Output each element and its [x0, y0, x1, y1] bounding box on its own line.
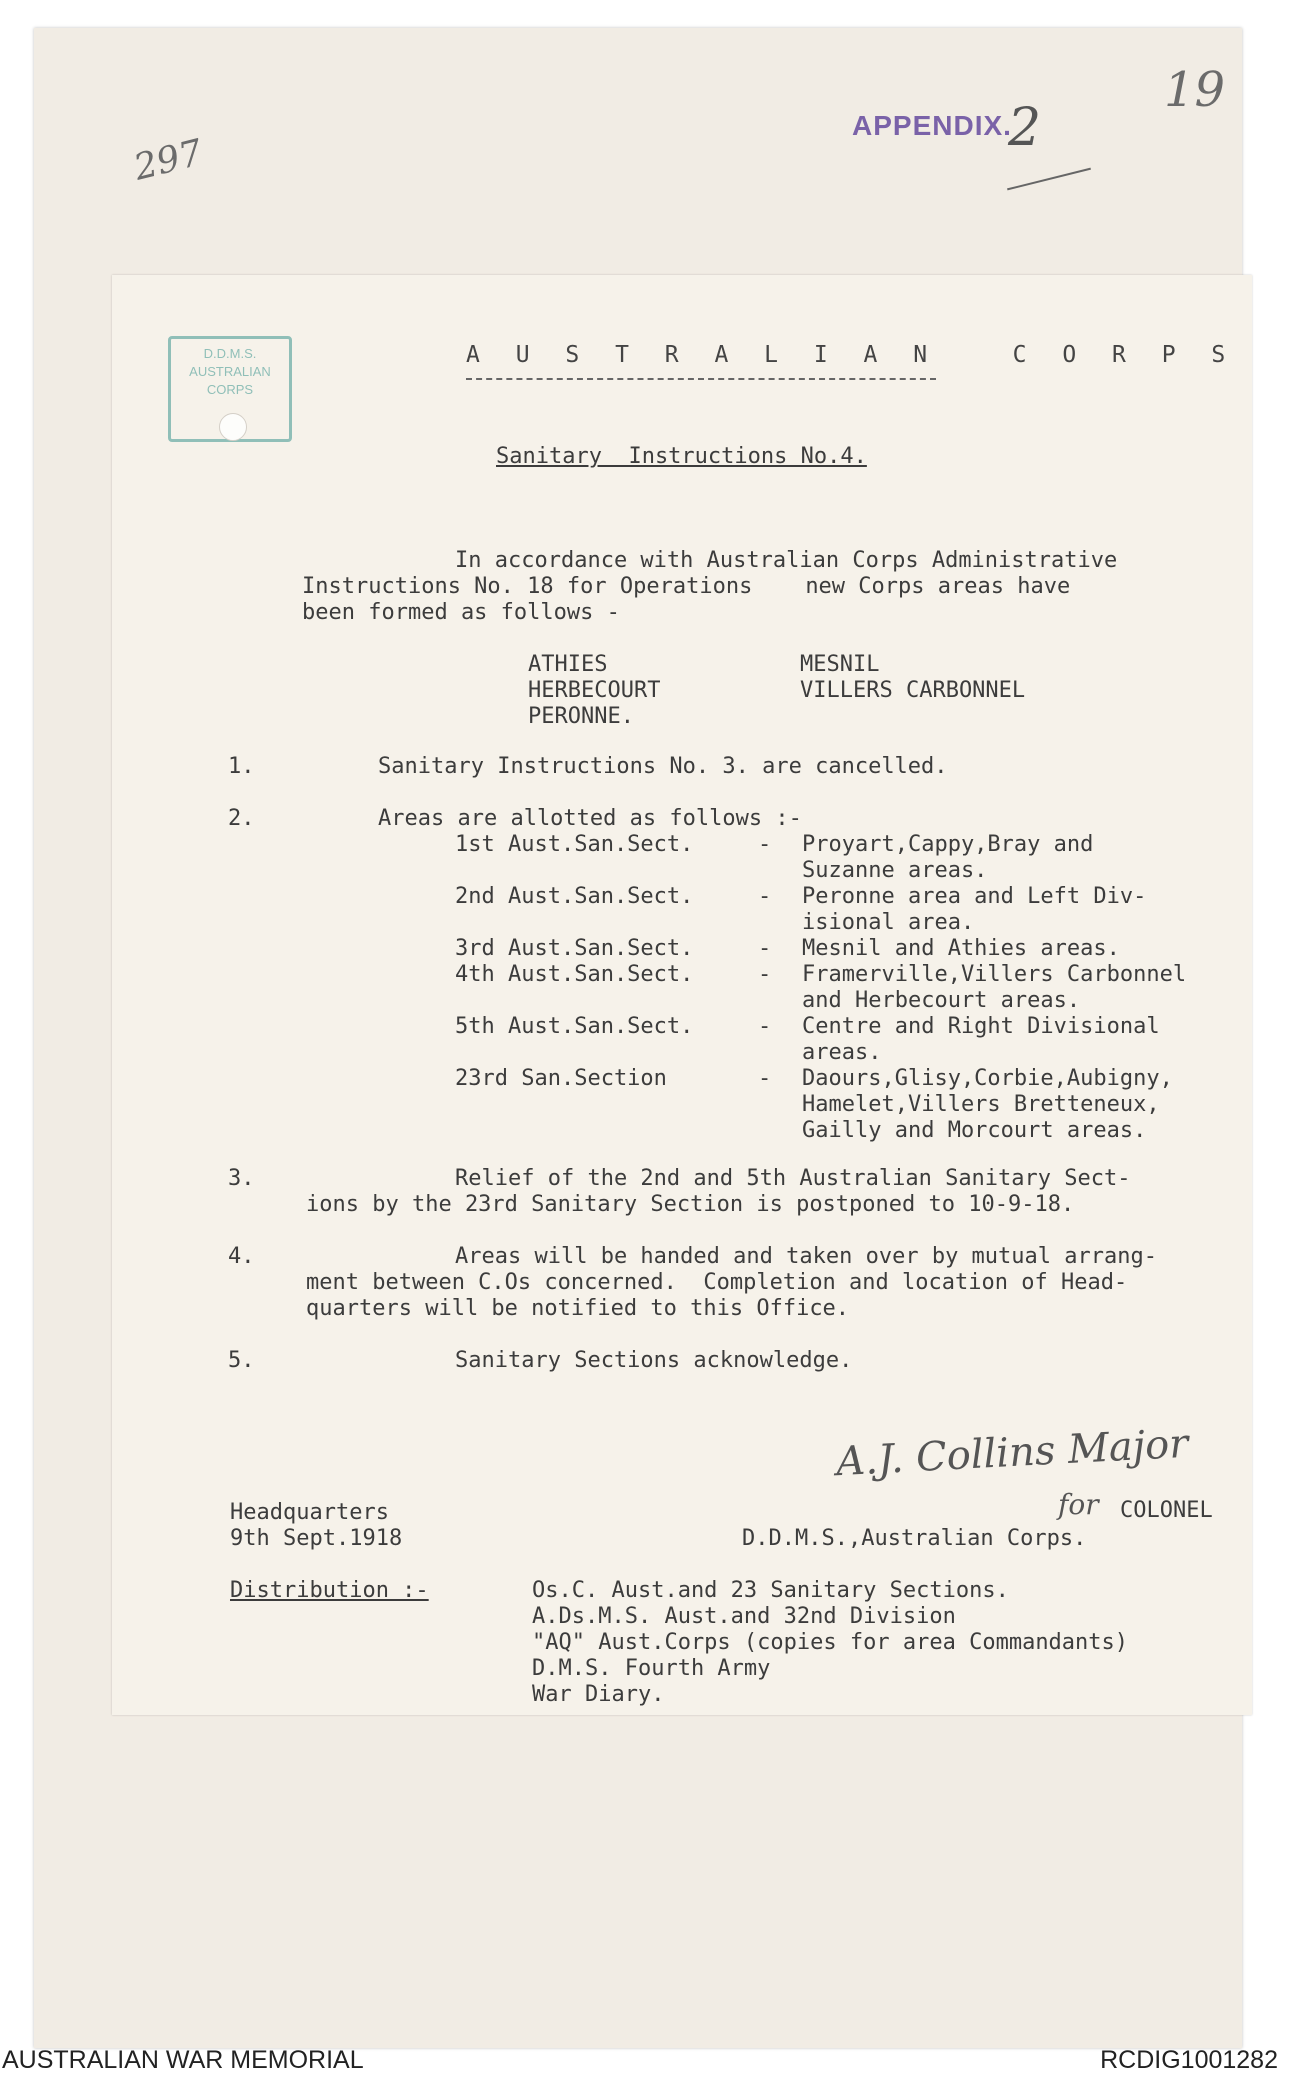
distribution-entry: War Diary.: [532, 1682, 665, 1707]
area-athies: ATHIES: [528, 652, 608, 677]
allotment-dash: -: [758, 1066, 772, 1091]
allotment-area-line: Mesnil and Athies areas.: [802, 936, 1120, 961]
item-number-5: 5.: [228, 1348, 255, 1373]
allotment-section: 23rd San.Section: [455, 1066, 667, 1091]
footer-institution: AUSTRALIAN WAR MEMORIAL: [2, 2046, 364, 2074]
item-5-text: Sanitary Sections acknowledge.: [455, 1348, 853, 1373]
distribution-entry: A.Ds.M.S. Aust.and 32nd Division: [532, 1604, 956, 1629]
signatory-office: D.D.M.S.,Australian Corps.: [742, 1526, 1087, 1551]
item-1-text: Sanitary Instructions No. 3. are cancelled.: [378, 754, 948, 779]
allotment-area-line: isional area.: [802, 910, 975, 935]
appendix-number: 2: [1008, 98, 1042, 158]
allotment-section: 4th Aust.San.Sect.: [455, 962, 694, 987]
intro-line-3: been formed as follows -: [302, 600, 620, 625]
area-peronne: PERONNE.: [528, 704, 634, 729]
allotment-area-line: and Herbecourt areas.: [802, 988, 1081, 1013]
signatory-rank: COLONEL: [1120, 1498, 1213, 1523]
allotment-area-line: Hamelet,Villers Bretteneux,: [802, 1092, 1160, 1117]
allotment-dash: -: [758, 962, 772, 987]
allotment-section: 2nd Aust.San.Sect.: [455, 884, 694, 909]
item-number-1: 1.: [228, 754, 255, 779]
item-4-line-1: Areas will be handed and taken over by mutual arrang-: [455, 1244, 1157, 1269]
item-number-4: 4.: [228, 1244, 255, 1269]
distribution-entry: Os.C. Aust.and 23 Sanitary Sections.: [532, 1578, 1009, 1603]
stamp-line-1: D.D.M.S.: [203, 346, 257, 361]
intro-line-2: Instructions No. 18 for Operations new Corps areas have: [302, 574, 1071, 599]
allotment-section: 5th Aust.San.Sect.: [455, 1014, 694, 1039]
distribution-label: Distribution :-: [230, 1578, 429, 1603]
stamp-line-3: CORPS: [206, 382, 254, 397]
intro-line-1: In accordance with Australian Corps Administrative: [455, 548, 1118, 573]
allotment-area-line: Centre and Right Divisional: [802, 1014, 1160, 1039]
item-number-2: 2.: [228, 806, 255, 831]
handwritten-signature: A.J. Collins Major: [835, 1420, 1190, 1486]
folio-number: 297: [130, 132, 207, 189]
allotment-area-line: Peronne area and Left Div-: [802, 884, 1147, 909]
stamp-line-2: AUSTRALIAN: [189, 364, 271, 379]
item-3-line-1: Relief of the 2nd and 5th Australian Sanitary Sect-: [455, 1166, 1131, 1191]
area-villers-carbonnel: VILLERS CARBONNEL: [800, 678, 1026, 703]
area-herbecourt: HERBECOURT: [528, 678, 661, 703]
item-4-line-2: ment between C.Os concerned. Completion and location of Head-: [306, 1270, 1128, 1295]
allotment-section: 1st Aust.San.Sect.: [455, 832, 694, 857]
allotment-dash: -: [758, 1014, 772, 1039]
footer-record-id: RCDIG1001282: [1100, 2046, 1278, 2074]
document-subheading: Sanitary Instructions No.4.: [496, 444, 867, 469]
page-number: 19: [1164, 62, 1226, 118]
allotment-section: 3rd Aust.San.Sect.: [455, 936, 694, 961]
allotment-area-line: Daours,Glisy,Corbie,Aubigny,: [802, 1066, 1173, 1091]
distribution-entry: "AQ" Aust.Corps (copies for area Commandants): [532, 1630, 1129, 1655]
allotment-area-line: Proyart,Cappy,Bray and: [802, 832, 1094, 857]
item-number-3: 3.: [228, 1166, 255, 1191]
document-heading: A U S T R A L I A N C O R P S: [466, 342, 1237, 368]
allotment-area-line: Framerville,Villers Carbonnel: [802, 962, 1187, 987]
heading-rule: [466, 378, 936, 380]
headquarters-label: Headquarters: [230, 1500, 389, 1525]
punch-hole: [219, 413, 247, 441]
allotment-area-line: Gailly and Morcourt areas.: [802, 1118, 1147, 1143]
allotment-area-line: Suzanne areas.: [802, 858, 988, 883]
item-4-line-3: quarters will be notified to this Office.: [306, 1296, 850, 1321]
item-3-line-2: ions by the 23rd Sanitary Section is postponed to 10-9-18.: [306, 1192, 1075, 1217]
allotment-dash: -: [758, 884, 772, 909]
allotment-dash: -: [758, 936, 772, 961]
item-2-text: Areas are allotted as follows :-: [378, 806, 802, 831]
area-mesnil: MESNIL: [800, 652, 880, 677]
allotment-dash: -: [758, 832, 772, 857]
appendix-label: APPENDIX.: [852, 110, 1012, 141]
allotment-area-line: areas.: [802, 1040, 882, 1065]
ddms-stamp: [168, 336, 292, 442]
distribution-entry: D.M.S. Fourth Army: [532, 1656, 771, 1681]
signature-for: for: [1058, 1488, 1099, 1521]
document-date: 9th Sept.1918: [230, 1526, 403, 1551]
